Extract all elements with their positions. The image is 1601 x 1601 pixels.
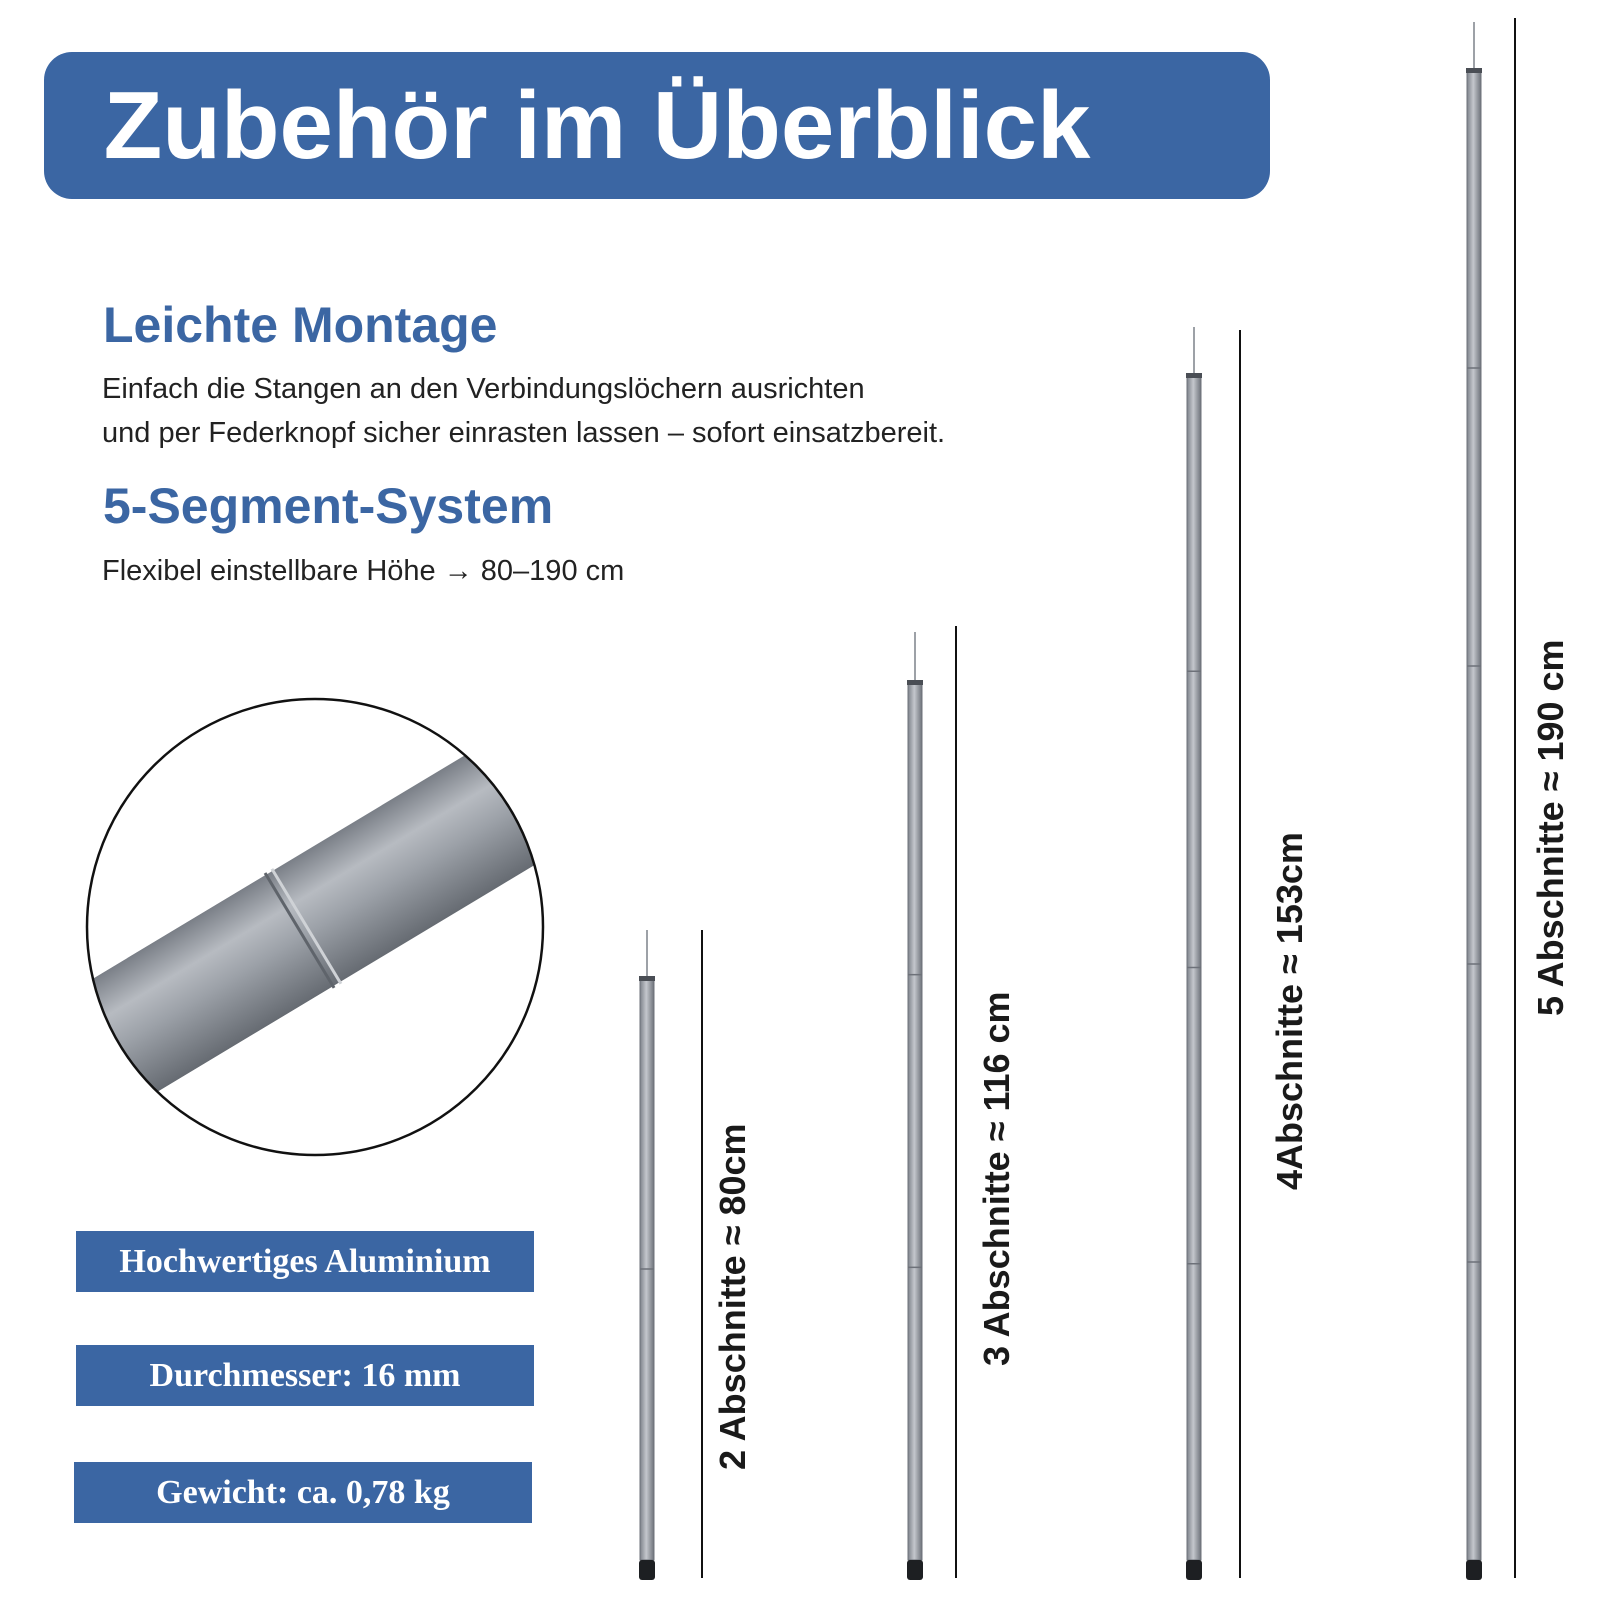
pole-label-5-segments: 5 Abschnitte ≈ 190 cm	[1530, 639, 1571, 1016]
heading-segment-system: 5-Segment-System	[103, 478, 554, 534]
pole-body-5	[1467, 70, 1481, 1560]
pole-top-cap-2	[639, 976, 655, 981]
pole-foot-5	[1466, 1560, 1482, 1580]
pole-top-cap-5	[1466, 68, 1482, 73]
montage-text-line-1: Einfach die Stangen an den Verbindungslöchern ausrichten	[102, 373, 865, 405]
badge-weight: Gewicht: ca. 0,78 kg	[74, 1462, 532, 1523]
pole-top-cap-4	[1186, 373, 1202, 378]
heading-leichte-montage: Leichte Montage	[103, 297, 498, 353]
pole-foot-3	[907, 1560, 923, 1580]
pole-foot-4	[1186, 1560, 1202, 1580]
pole-body-3	[908, 682, 922, 1560]
page-title: Zubehör im Überblick	[103, 72, 1091, 179]
magnified-joint	[8, 688, 643, 1155]
pole-top-cap-3	[907, 680, 923, 685]
pole-label-3-segments: 3 Abschnitte ≈ 116 cm	[976, 991, 1017, 1366]
pole-foot-2	[639, 1560, 655, 1580]
pole-label-4-segments: 4Abschnitte ≈ 153cm	[1269, 832, 1310, 1190]
height-range-text: Flexibel einstellbare Höhe → 80–190 cm	[102, 555, 625, 587]
pole-label-2-segments: 2 Abschnitte ≈ 80cm	[712, 1123, 753, 1470]
badge-material: Hochwertiges Aluminium	[76, 1231, 534, 1292]
badge-diameter: Durchmesser: 16 mm	[76, 1345, 534, 1406]
poles-group	[639, 18, 1515, 1580]
montage-text-line-2: und per Federknopf sicher einrasten lassen – sofort einsatzbereit.	[102, 417, 946, 449]
